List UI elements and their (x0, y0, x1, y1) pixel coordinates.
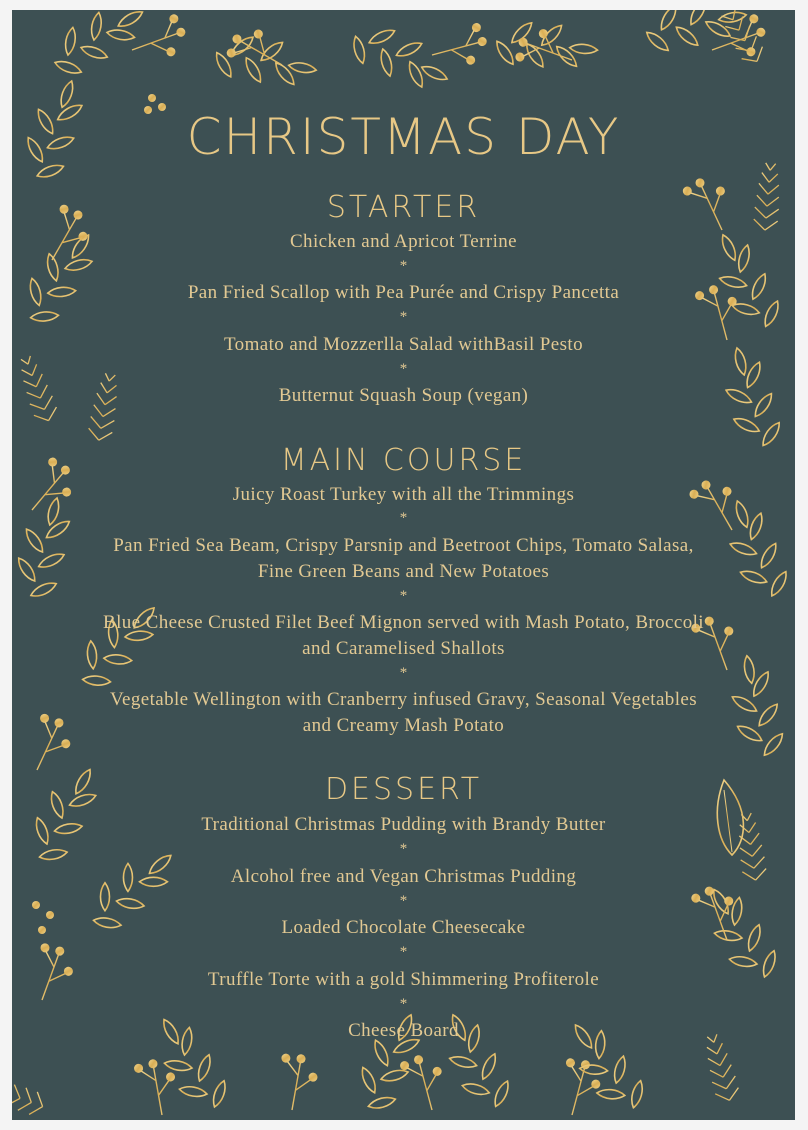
menu-item: Butternut Squash Soup (vegan) (278, 385, 529, 406)
menu-item: Loaded Chocolate Cheesecake (281, 917, 526, 938)
separator-star: * (399, 588, 408, 604)
menu-item: Blue Cheese Crusted Filet Beef Mignon served with Mash Potato, Broccoli and Caramelised Shallots (103, 612, 704, 659)
separator-star: * (399, 665, 408, 681)
menu-item: Vegetable Wellington with Cranberry infused Gravy, Seasonal Vegetables and Creamy Mash Potato (110, 689, 697, 736)
menu-item: Cheese Board (348, 1020, 459, 1041)
separator-star: * (399, 510, 408, 526)
menu-item: Chicken and Apricot Terrine (289, 231, 518, 252)
separator-star: * (399, 258, 408, 274)
menu-item: Tomato and Mozzerlla Salad withBasil Pesto (224, 334, 583, 355)
menu-item: Juicy Roast Turkey with all the Trimmings (232, 484, 575, 505)
separator-star: * (399, 841, 408, 857)
separator-star: * (399, 996, 408, 1012)
section-heading-dessert: DESSERT (324, 772, 483, 807)
menu-item: Traditional Christmas Pudding with Brandy Butter (201, 814, 606, 835)
separator-star: * (399, 944, 408, 960)
separator-star: * (399, 361, 408, 377)
section-heading-starter: STARTER (326, 190, 481, 225)
separator-star: * (399, 309, 408, 325)
menu-card (12, 10, 795, 1120)
separator-star: * (399, 893, 408, 909)
menu-item: Truffle Torte with a gold Shimmering Profiterole (207, 969, 600, 990)
menu-item: Pan Fried Scallop with Pea Purée and Crispy Pancetta (187, 282, 620, 303)
menu-title: CHRISTMAS DAY (186, 108, 621, 166)
menu-item: Alcohol free and Vegan Christmas Pudding (230, 866, 577, 887)
section-heading-main-course: MAIN COURSE (280, 443, 527, 478)
menu-item: Pan Fried Sea Beam, Crispy Parsnip and Beetroot Chips, Tomato Salasa, Fine Green Beans and New Potatoes (113, 535, 694, 582)
